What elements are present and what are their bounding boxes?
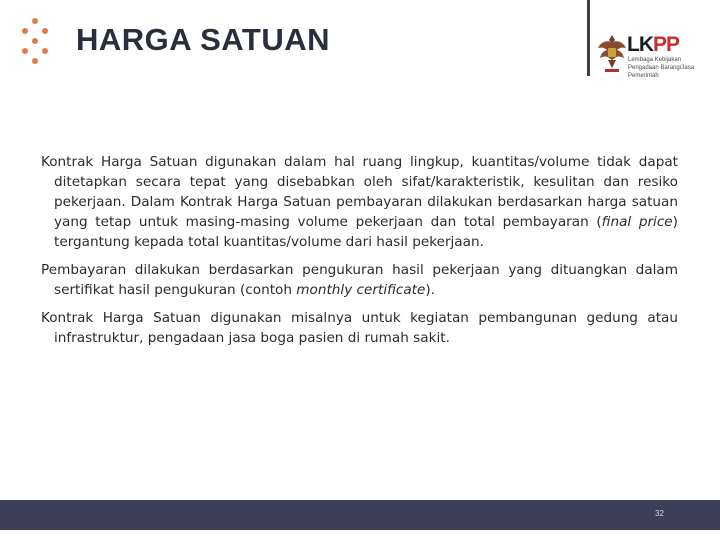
header-divider bbox=[587, 0, 590, 76]
logo-subtitle: Lembaga Kebijakan Pengadaan Barang/Jasa Pemerintah bbox=[628, 57, 695, 79]
page-title: HARGA SATUAN bbox=[76, 22, 330, 57]
italic-term: final price bbox=[601, 214, 673, 230]
paragraph-text: ) tergantung kepada total kuantitas/volume dari hasil pekerjaan. bbox=[54, 214, 678, 250]
garuda-emblem-icon bbox=[597, 32, 627, 74]
paragraph bbox=[41, 260, 678, 300]
paragraph-text: Kontrak Harga Satuan digunakan misalnya untuk kegiatan pembangunan gedung atau infrastruktur, pengadaan jasa boga pasien di rumah sakit. bbox=[41, 310, 678, 346]
lkpp-logo bbox=[597, 32, 707, 80]
body-text bbox=[41, 152, 678, 356]
paragraph-text: Pembayaran dilakukan berdasarkan pengukuran hasil pekerjaan yang dituangkan dalam sertifikat hasil pengukuran (contoh bbox=[41, 262, 678, 298]
paragraph bbox=[41, 152, 678, 252]
paragraph-text: Kontrak Harga Satuan digunakan dalam hal ruang lingkup, kuantitas/volume tidak dapat ditetapkan secara tepat yang disebabkan oleh sifat/karakteristik, kesulitan dan resiko pekerjaan. Dalam Kontrak Harga Satuan pembayaran dilakukan berdasarkan harga satuan yang tetap untuk masing-masing volume pekerjaan dan total pembayaran ( bbox=[41, 154, 678, 230]
logo-wordmark: LKPP bbox=[627, 33, 680, 56]
italic-term: monthly certificate bbox=[296, 282, 426, 298]
paragraph bbox=[41, 308, 678, 348]
footer-bar bbox=[0, 500, 720, 530]
page-number: 32 bbox=[655, 509, 664, 518]
decorative-dots-icon bbox=[22, 18, 62, 74]
paragraph-text: ). bbox=[425, 282, 435, 298]
